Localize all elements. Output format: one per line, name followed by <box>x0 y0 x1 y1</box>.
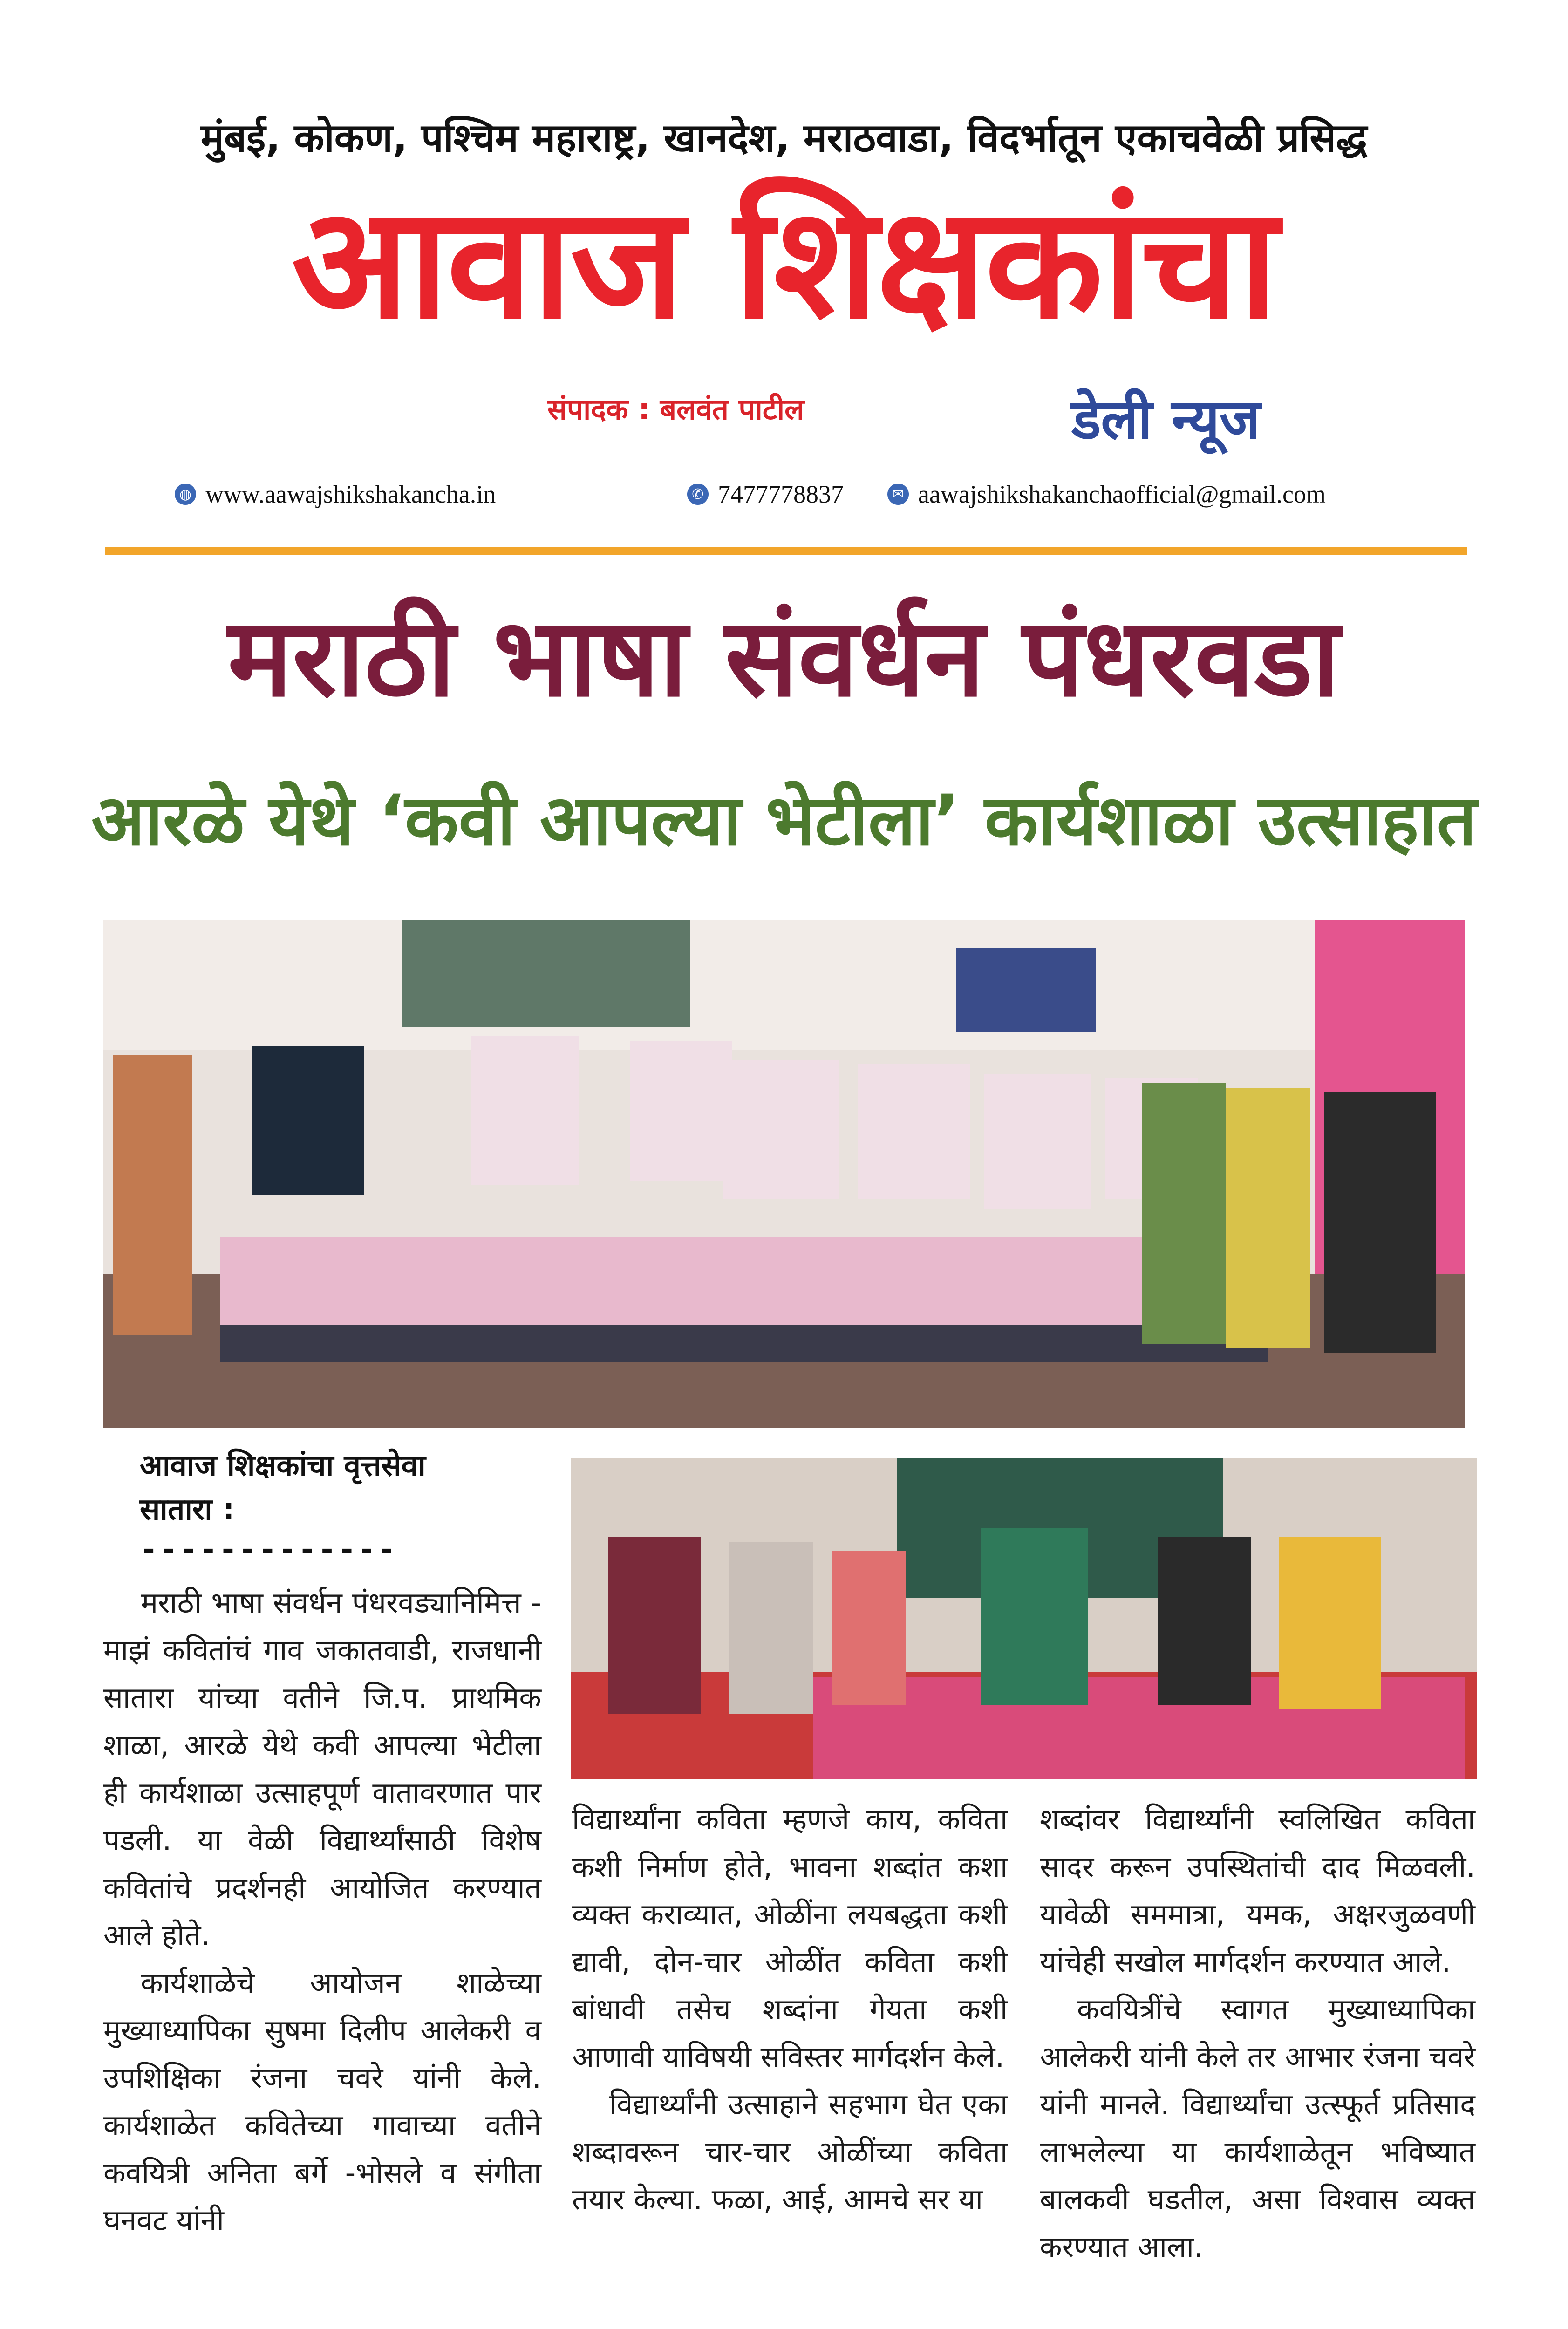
article-paragraph: शब्दांवर विद्यार्थ्यांनी स्वलिखित कविता सादर करून उपस्थितांची दाद मिळवली. यावेळी सममात्रा, यमक, अक्षरजुळवणी यांचेही सखोल मार्गदर्शन करण्यात आले. <box>1040 1802 1475 1979</box>
article-paragraph: मराठी भाषा संवर्धन पंधरवड्यानिमित्त - माझं कवितांचं गाव जकातवाडी, राजधानी सातारा यांच्या वतीने जि.प. प्राथमिक शाळा, आरळे येथे कवी आपल्या भेटीला ही कार्यशाळा उत्साहपूर्ण वातावरणात पार पडली. या वेळी विद्यार्थ्यांसाठी विशेष कवितांचे प्रदर्शनही आयोजित करण्यात आले होते. <box>103 1586 541 1952</box>
editor-line: संपादक : बलवंत पाटील <box>547 392 804 426</box>
phone-contact[interactable] <box>687 480 844 509</box>
website-text: www.aawajshikshakancha.in <box>205 480 496 508</box>
mail-icon: ✉ <box>887 484 909 505</box>
website-contact[interactable] <box>175 480 496 509</box>
masthead-title: आवाज शिक्षकांचा <box>291 174 1277 353</box>
article-column-1 <box>103 1579 541 2244</box>
email-contact[interactable] <box>887 480 1326 509</box>
article-paragraph: कवयित्रींचे स्वागत मुख्याध्यापिका आलेकरी यांनी केले तर आभार रंजना चवरे यांनी मानले. विद्यार्थ्यांचा उत्स्फूर्त प्रतिसाद लाभलेल्या या कार्यशाळेतून भविष्यात बालकवी घडतील, असा विश्वास व्यक्त करण्यात आला. <box>1040 1992 1475 2264</box>
tagline: मुंबई, कोकण, पश्चिम महाराष्ट्र, खानदेश, मराठवाडा, विदर्भातून एकाचवेळी प्रसिद्ध <box>200 115 1368 161</box>
article-column-2 <box>572 1796 1008 2223</box>
byline-agency: आवाज शिक्षकांचा वृत्तसेवा <box>140 1449 426 1483</box>
article-paragraph: विद्यार्थ्यांना कविता म्हणजे काय, कविता कशी निर्माण होते, भावना शब्दांत कशा व्यक्त कराव्यात, ओळींना लयबद्धता कशी द्यावी, दोन-चार ओळींत कविता कशी बांधावी तसेच शब्दांना गेयता कशी आणावी याविषयी सविस्तर मार्गदर्शन केले. <box>572 1802 1008 2074</box>
byline-location: सातारा : <box>140 1492 235 1527</box>
article-column-3 <box>1040 1796 1475 2271</box>
phone-text: 7477778837 <box>718 480 844 508</box>
phone-icon: ✆ <box>687 484 709 505</box>
edition-label: डेली न्यूज <box>1071 387 1261 451</box>
globe-icon: ◍ <box>175 484 196 505</box>
main-photo <box>103 920 1465 1428</box>
article-paragraph: विद्यार्थ्यांनी उत्साहाने सहभाग घेत एका शब्दावरून चार-चार ओळींच्या कविता तयार केल्या. फळा, आई, आमचे सर या <box>572 2087 1008 2216</box>
email-text: aawajshikshakanchaofficial@gmail.com <box>918 480 1326 508</box>
article-subheadline: आरळे येथे ‘कवी आपल्या भेटीला’ कार्यशाळा उत्साहात <box>91 780 1477 861</box>
byline-dashes: ------------- <box>140 1532 397 1567</box>
byline <box>140 1444 559 1532</box>
article-headline: मराठी भाषा संवर्धन पंधरवडा <box>227 595 1341 721</box>
workshop-photo <box>571 1458 1477 1779</box>
article-paragraph: कार्यशाळेचे आयोजन शाळेच्या मुख्याध्यापिका सुषमा दिलीप आलेकरी व उपशिक्षिका रंजना चवरे यांनी केले. कार्यशाळेत कवितेच्या गावाच्या वतीने कवयित्री अनिता बर्गे -भोसले व संगीता घनवट यांनी <box>103 1966 541 2237</box>
header-divider <box>105 547 1467 555</box>
